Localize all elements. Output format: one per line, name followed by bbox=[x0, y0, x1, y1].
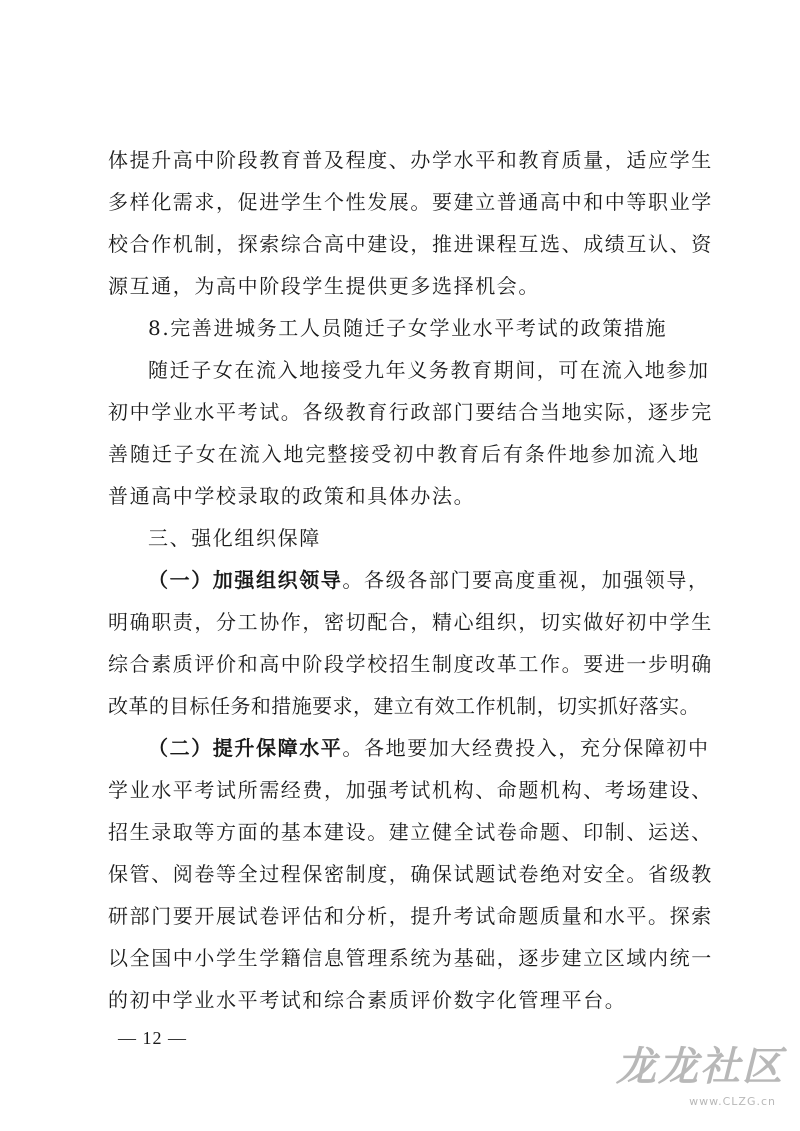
paragraph-line: 学业水平考试所需经费，加强考试机构、命题机构、考场建设、 bbox=[108, 778, 713, 802]
page-number: — 12 — bbox=[118, 1028, 187, 1048]
paragraph-line bbox=[148, 565, 710, 595]
watermark-url: www.CLZG.cn bbox=[689, 1095, 776, 1108]
watermark-logo-text: 龙龙社区 bbox=[616, 1043, 784, 1090]
paragraph-line: 改革的目标任务和措施要求，建立有效工作机制，切实抓好落实。 bbox=[108, 694, 700, 718]
paragraph-line: 随迁子女在流入地接受九年义务教育期间，可在流入地参加 bbox=[148, 358, 710, 382]
paragraph-text: 。各级各部门要高度重视，加强领导， bbox=[342, 568, 710, 592]
paragraph-line: 的初中学业水平考试和综合素质评价数字化管理平台。 bbox=[108, 988, 627, 1012]
site-watermark bbox=[612, 1041, 784, 1117]
paragraph-line: 综合素质评价和高中阶段学校招生制度改革工作。要进一步明确 bbox=[108, 652, 713, 676]
paragraph-line: 初中学业水平考试。各级教育行政部门要结合当地实际，逐步完 bbox=[108, 400, 713, 424]
paragraph-line: 源互通，为高中阶段学生提供更多选择机会。 bbox=[108, 274, 540, 298]
paragraph-line: 明确职责，分工协作，密切配合，精心组织，切实做好初中学生 bbox=[108, 610, 713, 634]
paragraph-line: 招生录取等方面的基本建设。建立健全试卷命题、印制、运送、 bbox=[108, 820, 713, 844]
paragraph-line bbox=[148, 733, 710, 763]
subheading-improve-guarantee: （二）提升保障水平 bbox=[148, 736, 343, 760]
paragraph-line: 多样化需求，促进学生个性发展。要建立普通高中和中等职业学 bbox=[108, 190, 713, 214]
paragraph-line: 体提升高中阶段教育普及程度、办学水平和教育质量，适应学生 bbox=[108, 148, 713, 172]
paragraph-line: 善随迁子女在流入地完整接受初中教育后有条件地参加流入地 bbox=[108, 442, 700, 466]
paragraph-line: 普通高中学校录取的政策和具体办法。 bbox=[108, 484, 476, 508]
paragraph-text: 。各地要加大经费投入，充分保障初中 bbox=[342, 736, 710, 760]
subheading-strengthen-leadership: （一）加强组织领导 bbox=[148, 568, 343, 592]
paragraph-line: 以全国中小学生学籍信息管理系统为基础，逐步建立区域内统一 bbox=[108, 946, 713, 970]
section-heading-8: 8.完善进城务工人员随迁子女学业水平考试的政策措施 bbox=[148, 316, 668, 340]
chapter-heading: 三、强化组织保障 bbox=[148, 526, 321, 550]
paragraph-line: 研部门要开展试卷评估和分析，提升考试命题质量和水平。探索 bbox=[108, 904, 713, 928]
paragraph-line: 保管、阅卷等全过程保密制度，确保试题试卷绝对安全。省级教 bbox=[108, 862, 713, 886]
paragraph-line: 校合作机制，探索综合高中建设，推进课程互选、成绩互认、资 bbox=[108, 232, 713, 256]
